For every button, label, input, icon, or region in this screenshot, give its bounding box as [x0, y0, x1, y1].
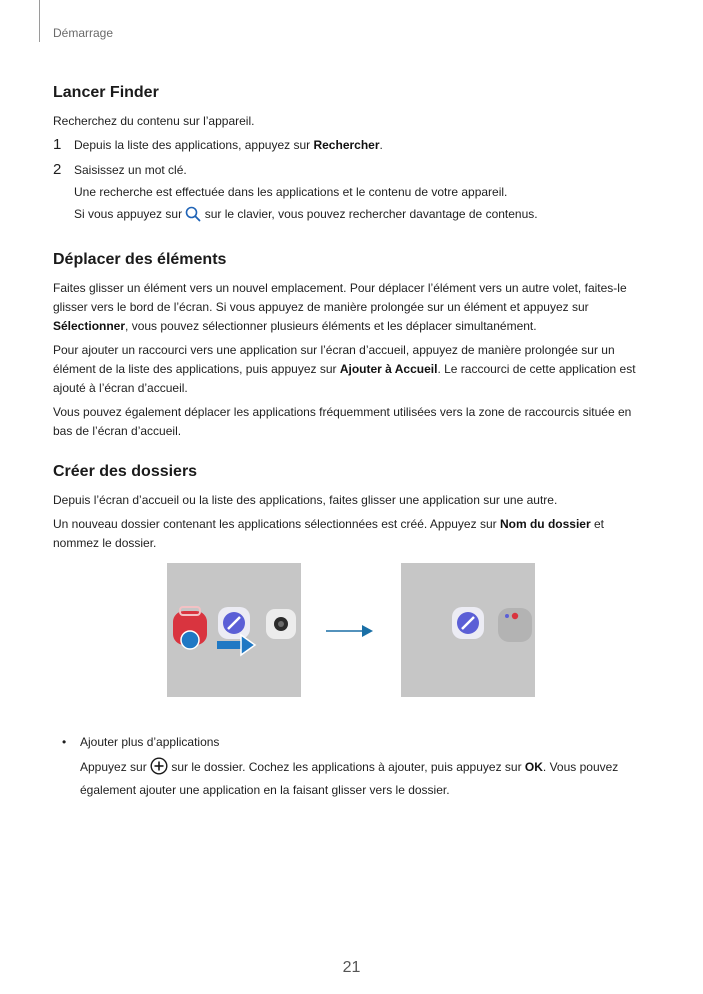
header-rule: [39, 0, 40, 42]
text-span: . Le raccourci de cette application est ajouté à l’écran d’accueil.: [53, 362, 636, 395]
section-move: [53, 249, 653, 441]
finder-intro: Recherchez du contenu sur l’appareil.: [53, 114, 255, 128]
step-text: [74, 136, 653, 155]
step-1: [53, 136, 653, 155]
ui-term: Sélectionner: [53, 319, 126, 333]
text-span: .: [379, 138, 383, 152]
folders-paragraph-1: Depuis l’écran d’accueil ou la liste des applications, faites glisser une application sur une autre.: [53, 493, 558, 507]
step-2: [53, 161, 653, 228]
bullet-title: Ajouter plus d’applications: [80, 735, 220, 749]
move-paragraph-1: [53, 279, 653, 336]
section-folders: [53, 461, 653, 800]
bullet-add-apps: [53, 733, 653, 800]
section-finder: [53, 82, 653, 228]
page-number: 21: [342, 959, 361, 976]
folder-illustration: [53, 563, 653, 723]
ui-term: OK: [524, 760, 543, 774]
text-span: sur le dossier. Cochez les applications à ajouter, puis appuyez sur: [168, 760, 525, 774]
section-title-move: Déplacer des éléments: [53, 251, 227, 268]
text-span: . Vous pouvez également ajouter une application en la faisant glisser vers le dossier.: [80, 760, 619, 797]
text-span: Si vous appuyez sur: [74, 207, 186, 221]
text-span: sur le clavier, vous pouvez rechercher davantage de contenus.: [201, 207, 538, 221]
touch-point-icon: [181, 631, 199, 649]
text-span: et nommez le dossier.: [53, 517, 604, 550]
spacer: [53, 234, 653, 249]
screen-after: [401, 563, 535, 697]
ui-term: Ajouter à Accueil: [339, 362, 438, 376]
text-span: Faites glisser un élément vers un nouvel emplacement. Pour déplacer l’élément vers un autre volet, faites-le glisser vers le bord de l’écran. Si vous appuyez de manière prolongée sur un élément et appuyez sur: [53, 281, 627, 314]
section-title-folders: Créer des dossiers: [53, 463, 198, 480]
search-icon: [185, 206, 201, 228]
right-arrow-icon: [326, 623, 374, 645]
section-title-finder: Lancer Finder: [53, 84, 159, 101]
drag-app-illustration: [167, 563, 301, 697]
spacer: [53, 446, 653, 461]
bullet-text: [80, 757, 653, 800]
folders-paragraph-2: [53, 515, 653, 553]
text-span: Pour ajouter un raccourci vers une application sur l’écran d’accueil, appuyez de manière prolongée sur un élément de la liste des applications, puis appuyez sur: [53, 343, 615, 376]
folder-result-illustration: [401, 563, 535, 697]
header-section: Démarrage: [53, 26, 114, 40]
step-text: Une recherche est effectuée dans les applications et le contenu de votre appareil.: [74, 185, 508, 199]
screen-before: [167, 563, 301, 697]
move-paragraph-2: [53, 341, 653, 398]
step-text: Saisissez un mot clé.: [74, 163, 187, 177]
ui-term: Rechercher: [313, 138, 380, 152]
text-span: Depuis la liste des applications, appuyez sur: [74, 138, 314, 152]
step-text: [74, 205, 653, 228]
step-number: 2: [53, 161, 62, 178]
move-paragraph-3: Vous pouvez également déplacer les applications fréquemment utilisées vers la zone de raccourcis située en bas de l’écran d’accueil.: [53, 405, 632, 438]
text-span: Appuyez sur: [80, 760, 151, 774]
plus-circle-icon: [150, 757, 168, 781]
ui-term: Nom du dossier: [499, 517, 591, 531]
page-content: [53, 82, 653, 805]
bullet-marker: •: [62, 735, 67, 749]
step-number: 1: [53, 136, 62, 153]
drag-arrow-icon: [241, 635, 255, 655]
text-span: , vous pouvez sélectionner plusieurs éléments et les déplacer simultanément.: [125, 319, 537, 333]
text-span: Un nouveau dossier contenant les applications sélectionnées est créé. Appuyez sur: [53, 517, 500, 531]
